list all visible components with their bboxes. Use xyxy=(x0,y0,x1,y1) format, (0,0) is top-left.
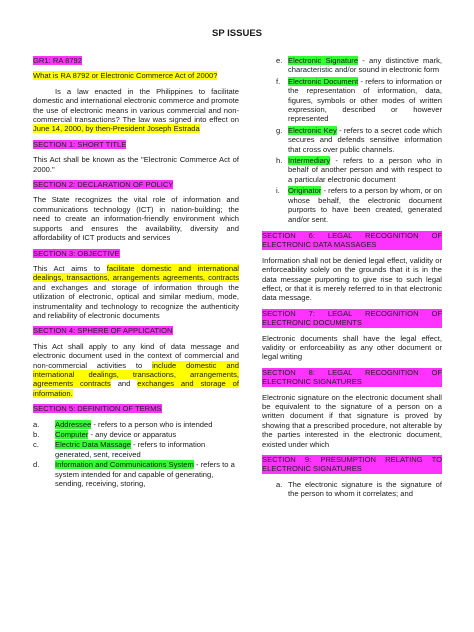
section-4-heading: SECTION 4: SPHERE OF APPLICATION xyxy=(33,326,173,336)
definition-item: c. Electric Data Massage - refers to information generated, sent, received xyxy=(33,440,206,459)
definition-item: e. Electronic Signature - any distinctive mark, characteristic and/or sound in electronic form xyxy=(276,56,442,75)
definition-item: f. Electronic Document - refers to information or the representation of information, data, figures, symbols or other modes of written expression, described or however represented xyxy=(276,76,443,124)
section-9-item: a. The electronic signature is the signature of the person to whom it correlates; and xyxy=(276,479,442,499)
definition-item: b. Computer - any device or apparatus xyxy=(33,430,177,439)
question-heading: What is RA 8792 or Electronic Commerce Act of 2000? xyxy=(33,71,218,81)
section-2-heading: SECTION 2: DECLARATION OF POLICY xyxy=(33,180,174,190)
section-6-heading: SECTION 6: LEGAL RECOGNITION OF ELECTRONIC DATA MASSAGES xyxy=(262,230,442,250)
gr-heading: GR1: RA 8792 xyxy=(33,56,82,65)
section-3-text: This Act aims to facilitate domestic and international dealings, transactions, arrangements agreements, contracts and exchanges and storage of information through the utilization of electronic, optical and similar medium, mode, instrumentality and technology to recognize the authenticity and reliability of electronic documents xyxy=(33,263,239,320)
definition-item: g. Electronic Key - refers to a secret code which secures and defends sensitive information that cross over public channels. xyxy=(276,125,442,154)
section-1-heading: SECTION 1: SHORT TITLE xyxy=(33,139,127,149)
section-1-text: This Act shall be known as the "Electronic Commerce Act of 2000." xyxy=(33,155,239,174)
section-9-heading: SECTION 9: PRESUMPTION RELATING TO ELECTRONIC SIGNATURES xyxy=(262,455,442,474)
section-4-text: This Act shall apply to any kind of data message and electronic document used in the context of commercial and non-commercial activities to include domestic and international dealings, transactions, arrangements, agreements contracts and exchanges and storage of information. xyxy=(33,341,239,398)
section-6-text: Information shall not be denied legal effect, validity or enforceability solely on the grounds that it is in the data message purporting to give rise to such legal effect, or that it is merely referred to in that electronic data message. xyxy=(262,255,442,303)
section-2-text: The State recognizes the vital role of information and communications technology (ICT) in nation-building; the need to create an information-friendly environment which supports and ensures the availability, diversity and affordability of ICT products and services xyxy=(33,195,239,243)
definition-item: i. Originator - refers to a person by whom, or on whose behalf, the electronic document purports to have been created, generated and/or sent. xyxy=(276,186,442,224)
definition-item: a. Addressee - refers to a person who is intended xyxy=(33,419,213,429)
section-7-heading: SECTION 7: LEGAL RECOGNITION OF ELECTRONIC DOCUMENTS xyxy=(262,308,442,328)
section-7-text: Electronic documents shall have the legal effect, validity or enforceability as any other document or legal writing xyxy=(262,333,442,362)
section-3-heading: SECTION 3: OBJECTIVE xyxy=(33,248,120,258)
left-column xyxy=(33,56,239,489)
section-8-text: Electronic signature on the electronic document shall be equivalent to the signature of a person on a written document if that signature is proved by showing that a prescribed procedure, not alterable by the parties interested in the electronic document, existed under which xyxy=(262,392,442,449)
intro-paragraph: Is a law enacted in the Philippines to facilitate domestic and international electronic commerce and promote the use of electronic means in various commercial and non-commercial transactions? The law was signed into effect on June 14, 2000, by then-President Joseph Estrada xyxy=(33,86,239,134)
definition-item: h. Intermediary - refers to a person who in behalf of another person and with respect to a particular electronic document xyxy=(276,156,442,184)
section-8-heading: SECTION 8: LEGAL RECOGNITION OF ELECTRONIC SIGNATURES xyxy=(262,367,442,387)
definition-item: d. Information and Communications System - refers to a system intended for and capable of generating, sending, receiving, storing, xyxy=(33,460,235,489)
page-title: SP ISSUES xyxy=(212,28,262,39)
right-column xyxy=(262,56,442,501)
section-5-heading: SECTION 5: DEFINITION OF TERMS xyxy=(33,404,162,414)
